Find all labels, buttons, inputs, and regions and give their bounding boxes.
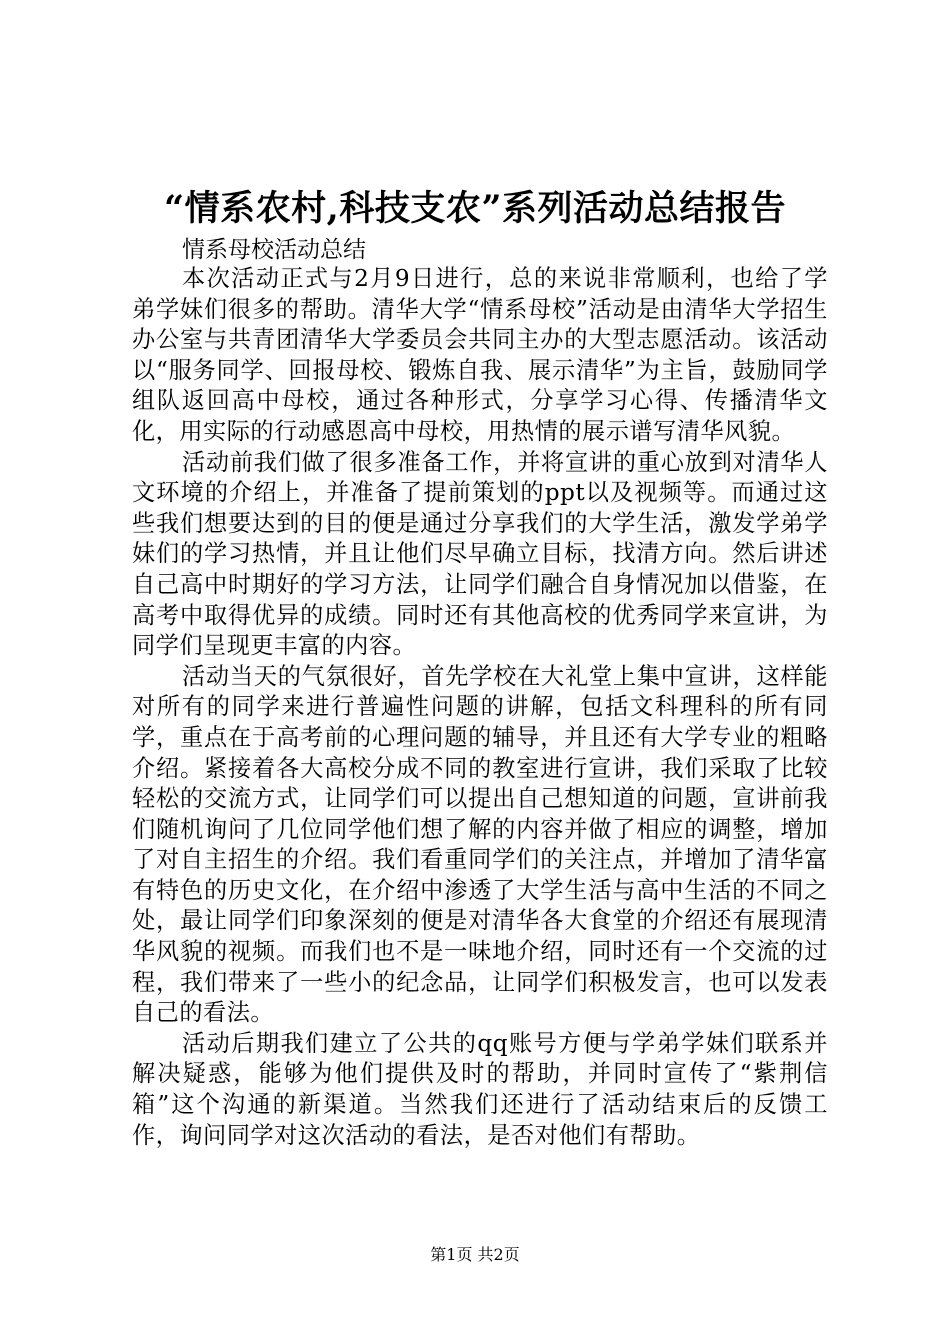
document-body	[132, 264, 828, 1151]
document-title: “情系农村,科技支农”系列活动总结报告	[164, 188, 786, 229]
document-subtitle: 情系母校活动总结	[182, 237, 366, 263]
page-footer: 第1页 共2页	[430, 1245, 520, 1264]
paragraph-2: 活动前我们做了很多准备工作，并将宣讲的重心放到对清华人文环境的介绍上，并准备了提前策划的ppt以及视频等。而通过这些我们想要达到的目的便是通过分享我们的大学生活，激发学弟学妹们的学习热情，并且让他们尽早确立目标，找清方向。然后讲述自己高中时期好的学习方法，让同学们融合自身情况加以借鉴，在高考中取得优异的成绩。同时还有其他高校的优秀同学来宣讲，为同学们呈现更丰富的内容。	[132, 448, 828, 660]
paragraph-1: 本次活动正式与2月9日进行，总的来说非常顺利，也给了学弟学妹们很多的帮助。清华大学“情系母校”活动是由清华大学招生办公室与共青团清华大学委员会共同主办的大型志愿活动。该活动以“服务同学、回报母校、锻炼自我、展示清华”为主旨，鼓励同学组队返回高中母校，通过各种形式，分享学习心得、传播清华文化，用实际的行动感恩高中母校，用热情的展示谱写清华风貌。	[132, 265, 828, 445]
paragraph-4: 活动后期我们建立了公共的qq账号方便与学弟学妹们联系并解决疑惑，能够为他们提供及时的帮助，并同时宣传了“紫荆信箱”这个沟通的新渠道。当然我们还进行了活动结束后的反馈工作，询问同学对这次活动的看法，是否对他们有帮助。	[132, 1029, 828, 1149]
paragraph-3: 活动当天的气氛很好，首先学校在大礼堂上集中宣讲，这样能对所有的同学来进行普遍性问题的讲解，包括文科理科的所有同学，重点在于高考前的心理问题的辅导，并且还有大学专业的粗略介绍。紧接着各大高校分成不同的教室进行宣讲，我们采取了比较轻松的交流方式，让同学们可以提出自己想知道的问题，宣讲前我们随机询问了几位同学他们想了解的内容并做了相应的调整，增加了对自主招生的介绍。我们看重同学们的关注点，并增加了清华富有特色的历史文化，在介绍中渗透了大学生活与高中生活的不同之处，最让同学们印象深刻的便是对清华各大食堂的介绍还有展现清华风貌的视频。而我们也不是一味地介绍，同时还有一个交流的过程，我们带来了一些小的纪念品，让同学们积极发言，也可以发表自己的看法。	[132, 662, 828, 1027]
